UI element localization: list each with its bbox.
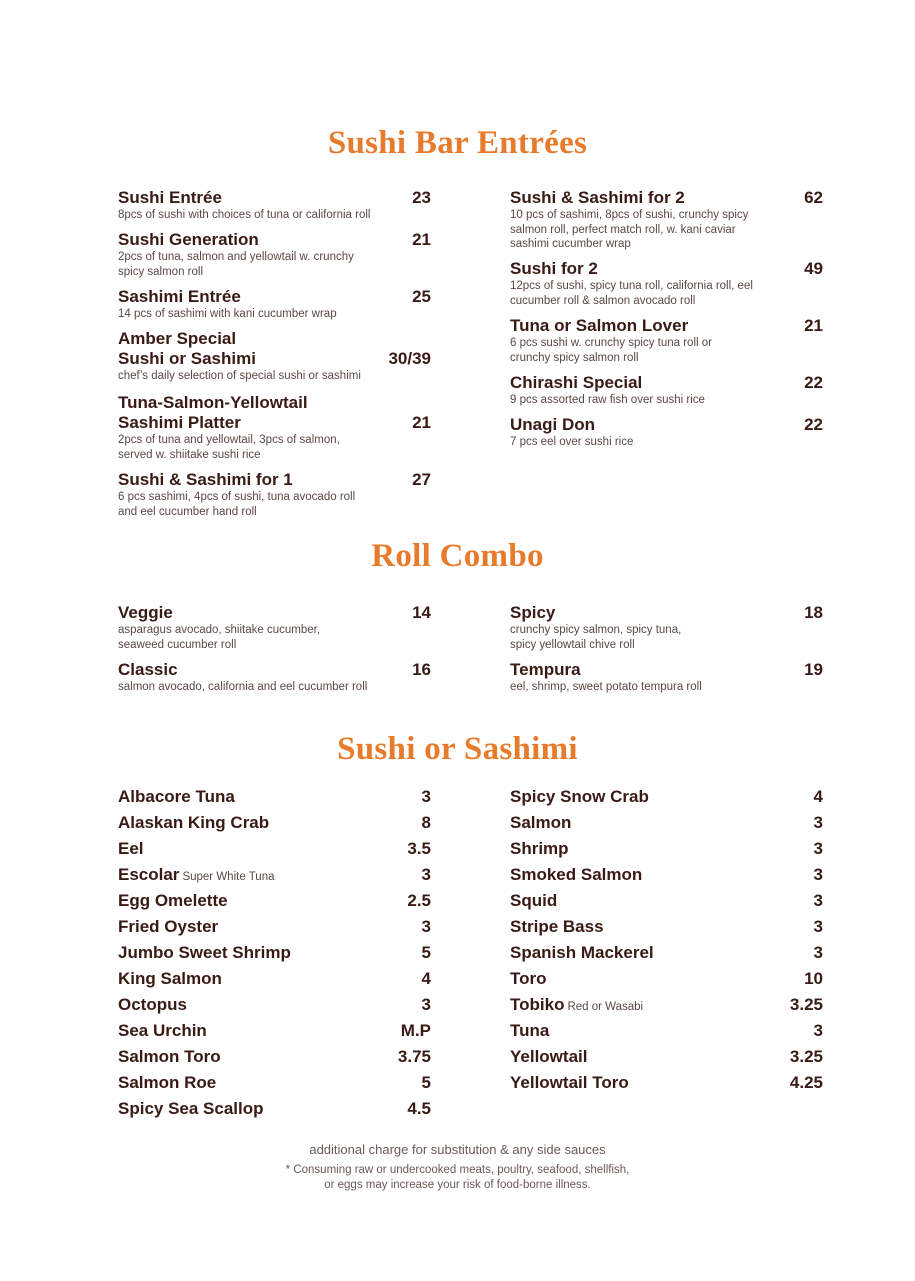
item-name: King Salmon [118, 969, 222, 988]
item-name: Smoked Salmon [510, 865, 643, 884]
sushi-item [510, 864, 823, 888]
item-price: 22 [804, 373, 823, 392]
item-price: 21 [412, 230, 431, 249]
item-name: Veggie [118, 603, 173, 622]
item-price: 3 [421, 995, 431, 1014]
item-name: Alaskan King Crab [118, 813, 270, 832]
item-price: 21 [804, 316, 823, 335]
item-description: eel, shrimp, sweet potato tempura roll [510, 681, 702, 693]
item-price: 2.5 [407, 891, 431, 910]
item-price: 3.75 [397, 1047, 431, 1066]
item-price: 3 [421, 865, 431, 884]
menu-item [118, 660, 431, 695]
menu-item [118, 230, 431, 279]
item-name: Classic [118, 660, 178, 679]
item-price: 3 [813, 1021, 823, 1040]
sushi-item [118, 838, 431, 862]
sushi-item [510, 968, 823, 992]
menu-item [118, 287, 431, 322]
menu-item [118, 188, 431, 223]
item-price: 4 [421, 969, 431, 988]
substitution-note: additional charge for substitution & any side sauces [309, 1142, 606, 1157]
menu-item [118, 329, 431, 384]
section-title-sushi: Sushi or Sashimi [337, 731, 578, 767]
menu-item [510, 373, 823, 408]
sushi-item [118, 968, 431, 992]
item-description: 12pcs of sushi, spicy tuna roll, california roll, eel cucumber roll & salmon avocado roll [510, 280, 753, 307]
item-name: Squid [510, 891, 558, 910]
item-name: Sushi & Sashimi for 1 [118, 470, 293, 489]
item-description: chef’s daily selection of special sushi or sashimi [118, 370, 361, 382]
item-price: 62 [804, 188, 823, 207]
sushi-item [510, 812, 823, 836]
item-description: 10 pcs of sashimi, 8pcs of sushi, crunchy spicy salmon roll, perfect match roll, w. kani caviar sashimi cucumber wrap [510, 209, 749, 250]
item-name: Sashimi Platter [118, 413, 241, 432]
menu-item [118, 603, 431, 652]
item-name: Salmon Roe [118, 1073, 217, 1092]
item-price: 22 [804, 415, 823, 434]
item-price: 4.25 [789, 1073, 823, 1092]
sushi-item [510, 916, 823, 940]
item-price: 19 [804, 660, 823, 679]
item-description: asparagus avocado, shiitake cucumber, seaweed cucumber roll [118, 624, 321, 651]
menu-item [118, 393, 431, 462]
item-name: Sushi & Sashimi for 2 [510, 188, 685, 207]
item-price: 5 [421, 943, 431, 962]
item-price: 3 [813, 865, 823, 884]
item-description: 9 pcs assorted raw fish over sushi rice [510, 394, 705, 406]
item-name: Spicy Sea Scallop [118, 1099, 264, 1118]
sushi-item [118, 942, 431, 966]
item-name: Sea Urchin [118, 1021, 207, 1040]
sushi-item [118, 786, 431, 810]
item-name: Jumbo Sweet Shrimp [118, 943, 291, 962]
item-name: Tempura [510, 660, 581, 679]
item-name: Fried Oyster [118, 917, 219, 936]
item-description: 2pcs of tuna and yellowtail, 3pcs of salmon, served w. shiitake sushi rice [118, 434, 340, 461]
item-name: Octopus [118, 995, 187, 1014]
sushi-item [510, 890, 823, 914]
item-name: Chirashi Special [510, 373, 643, 392]
item-price: 23 [412, 188, 431, 207]
menu-item [510, 603, 823, 652]
item-price: 49 [804, 259, 823, 278]
item-name: Spicy [510, 603, 556, 622]
item-name: Unagi Don [510, 415, 595, 434]
item-name: Tobiko [510, 995, 565, 1014]
item-description: crunchy spicy salmon, spicy tuna, spicy yellowtail chive roll [510, 624, 682, 651]
sushi-item [510, 1020, 823, 1044]
menu-item [118, 470, 431, 519]
item-name: Salmon Toro [118, 1047, 221, 1066]
item-price: 3.25 [789, 995, 823, 1014]
item-price: 3 [813, 891, 823, 910]
item-name: Stripe Bass [510, 917, 604, 936]
item-name: Spanish Mackerel [510, 943, 654, 962]
sushi-item [510, 1046, 823, 1070]
item-name: Eel [118, 839, 144, 858]
item-price: 3.5 [407, 839, 431, 858]
item-description: 2pcs of tuna, salmon and yellowtail w. crunchy spicy salmon roll [118, 251, 354, 278]
sushi-item [118, 1020, 431, 1044]
sushi-item [510, 1072, 823, 1096]
item-description: 8pcs of sushi with choices of tuna or california roll [118, 209, 371, 221]
item-note: Super White Tuna [182, 871, 275, 883]
sushi-item [118, 916, 431, 940]
item-name: Sashimi Entrée [118, 287, 241, 306]
sushi-item [510, 838, 823, 862]
item-description: 14 pcs of sashimi with kani cucumber wrap [118, 308, 337, 320]
item-name-line1: Tuna-Salmon-Yellowtail [118, 393, 308, 412]
item-name-line1: Amber Special [118, 329, 237, 348]
item-price: 14 [412, 603, 431, 622]
item-price: 3 [813, 813, 823, 832]
item-description: 7 pcs eel over sushi rice [510, 436, 634, 448]
item-price: 27 [412, 470, 431, 489]
item-name: Yellowtail Toro [510, 1073, 629, 1092]
item-name: Sushi Generation [118, 230, 259, 249]
item-name: Spicy Snow Crab [510, 787, 649, 806]
sushi-item [118, 890, 431, 914]
item-name: Sushi or Sashimi [118, 349, 256, 368]
item-name: Albacore Tuna [118, 787, 235, 806]
item-price: 4 [813, 787, 823, 806]
item-description: 6 pcs sashimi, 4pcs of sushi, tuna avocado roll and eel cucumber hand roll [118, 491, 356, 518]
item-price: 10 [804, 969, 823, 988]
item-description: salmon avocado, california and eel cucumber roll [118, 681, 368, 693]
menu-item [510, 259, 823, 308]
health-warning-line1: * Consuming raw or undercooked meats, poultry, seafood, shellfish, [285, 1164, 630, 1176]
item-name: Escolar [118, 865, 180, 884]
item-price: 3 [421, 917, 431, 936]
menu-item [510, 316, 823, 365]
item-price: 3 [813, 943, 823, 962]
health-warning-line2: or eggs may increase your risk of food-borne illness. [324, 1179, 591, 1191]
item-name: Tuna [510, 1021, 550, 1040]
item-price: 21 [412, 413, 431, 432]
menu-item [510, 660, 823, 695]
item-price: 16 [412, 660, 431, 679]
item-name: Yellowtail [510, 1047, 588, 1066]
sushi-item [510, 942, 823, 966]
item-price: 5 [421, 1073, 431, 1092]
item-name: Tuna or Salmon Lover [510, 316, 689, 335]
menu-item [510, 415, 823, 450]
item-price: 25 [412, 287, 431, 306]
item-price: 30/39 [388, 349, 431, 368]
item-name: Toro [510, 969, 547, 988]
item-name: Shrimp [510, 839, 569, 858]
item-note: Red or Wasabi [567, 1001, 644, 1013]
sushi-item [510, 994, 823, 1018]
sushi-item [118, 1072, 431, 1096]
sushi-item [118, 864, 431, 888]
item-description: 6 pcs sushi w. crunchy spicy tuna roll or crunchy spicy salmon roll [510, 337, 712, 364]
item-price: 18 [804, 603, 823, 622]
item-price: 4.5 [407, 1099, 431, 1118]
sushi-item [510, 786, 823, 810]
sushi-item [118, 1046, 431, 1070]
item-name: Sushi Entrée [118, 188, 222, 207]
sushi-item [118, 812, 431, 836]
sushi-item [118, 1098, 431, 1122]
item-name: Sushi for 2 [510, 259, 598, 278]
section-title-entrees: Sushi Bar Entrées [327, 125, 588, 161]
item-price: 3 [421, 787, 431, 806]
item-price: 3.25 [789, 1047, 823, 1066]
section-title-rolls: Roll Combo [371, 538, 544, 574]
item-price: 3 [813, 839, 823, 858]
item-name: Egg Omelette [118, 891, 228, 910]
sushi-item [118, 994, 431, 1018]
item-price: 3 [813, 917, 823, 936]
item-name: Salmon [510, 813, 572, 832]
item-price: 8 [421, 813, 431, 832]
item-price: M.P [400, 1021, 431, 1040]
menu-item [510, 188, 823, 252]
